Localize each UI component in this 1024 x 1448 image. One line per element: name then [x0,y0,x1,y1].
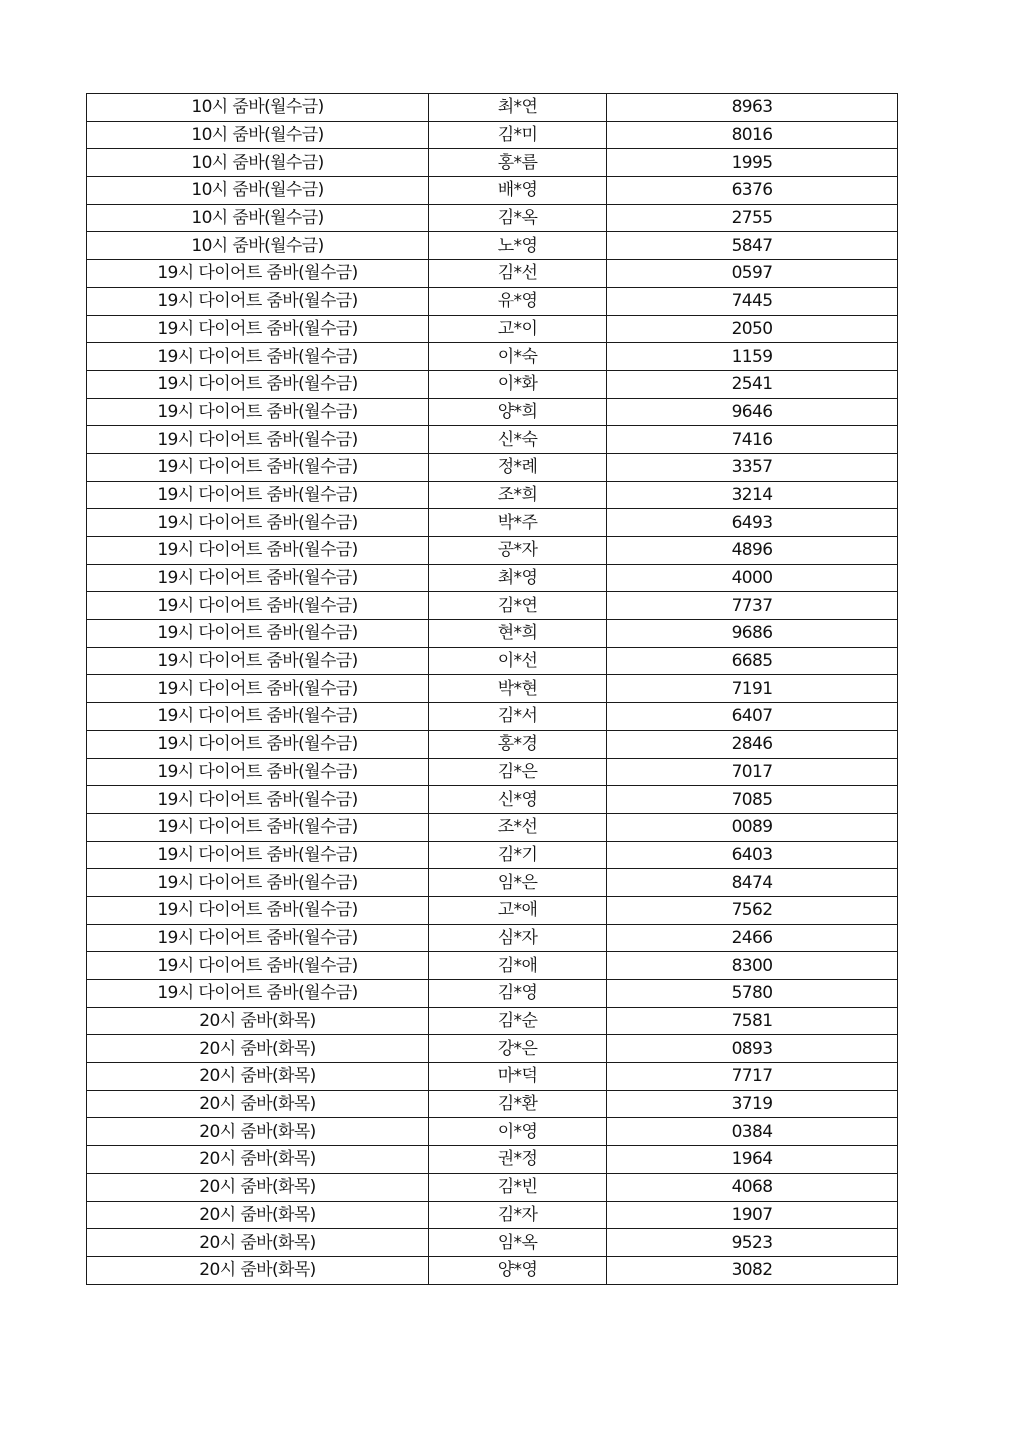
member-code-cell: 7416 [607,426,898,454]
member-name-cell: 임*은 [429,869,607,897]
table-row [87,952,898,980]
member-name-cell: 김*자 [429,1201,607,1229]
table-row [87,94,898,122]
table-row [87,1090,898,1118]
class-name-cell: 19시 다이어트 줌바(월수금) [87,537,429,565]
table-row [87,370,898,398]
member-name-cell: 김*서 [429,703,607,731]
member-code-cell: 7017 [607,758,898,786]
table-row [87,537,898,565]
member-code-cell: 2466 [607,924,898,952]
member-code-cell: 7085 [607,786,898,814]
member-code-cell: 8963 [607,94,898,122]
table-row [87,813,898,841]
member-code-cell: 7562 [607,896,898,924]
class-name-cell: 20시 줌바(화목) [87,1201,429,1229]
table-row [87,1146,898,1174]
table-row [87,343,898,371]
class-name-cell: 20시 줌바(화목) [87,1063,429,1091]
member-code-cell: 7581 [607,1007,898,1035]
member-code-cell: 3214 [607,481,898,509]
member-name-cell: 이*영 [429,1118,607,1146]
member-code-cell: 7717 [607,1063,898,1091]
class-name-cell: 19시 다이어트 줌바(월수금) [87,758,429,786]
member-code-cell: 8474 [607,869,898,897]
table-row [87,703,898,731]
member-name-cell: 임*옥 [429,1229,607,1257]
member-name-cell: 김*환 [429,1090,607,1118]
table-row [87,592,898,620]
class-name-cell: 19시 다이어트 줌바(월수금) [87,896,429,924]
member-code-cell: 9646 [607,398,898,426]
class-name-cell: 19시 다이어트 줌바(월수금) [87,675,429,703]
member-name-cell: 최*영 [429,564,607,592]
table-row [87,1229,898,1257]
member-code-cell: 0893 [607,1035,898,1063]
member-name-cell: 김*순 [429,1007,607,1035]
table-row [87,1035,898,1063]
table-row [87,647,898,675]
class-name-cell: 19시 다이어트 줌바(월수금) [87,647,429,675]
member-name-cell: 홍*름 [429,149,607,177]
class-name-cell: 19시 다이어트 줌바(월수금) [87,786,429,814]
member-name-cell: 심*자 [429,924,607,952]
class-name-cell: 19시 다이어트 줌바(월수금) [87,481,429,509]
member-name-cell: 김*영 [429,980,607,1008]
member-name-cell: 최*연 [429,94,607,122]
class-name-cell: 19시 다이어트 줌바(월수금) [87,260,429,288]
member-name-cell: 조*선 [429,813,607,841]
member-code-cell: 7191 [607,675,898,703]
class-name-cell: 20시 줌바(화목) [87,1118,429,1146]
member-code-cell: 1995 [607,149,898,177]
member-name-cell: 김*애 [429,952,607,980]
table-row [87,869,898,897]
table-row [87,315,898,343]
member-code-cell: 3357 [607,453,898,481]
class-name-cell: 19시 다이어트 줌바(월수금) [87,813,429,841]
member-code-cell: 2050 [607,315,898,343]
class-name-cell: 19시 다이어트 줌바(월수금) [87,287,429,315]
member-name-cell: 마*덕 [429,1063,607,1091]
member-code-cell: 6685 [607,647,898,675]
class-name-cell: 10시 줌바(월수금) [87,177,429,205]
member-name-cell: 양*영 [429,1256,607,1284]
table-row [87,177,898,205]
class-name-cell: 19시 다이어트 줌바(월수금) [87,924,429,952]
table-row [87,1256,898,1284]
member-name-cell: 김*은 [429,758,607,786]
member-name-cell: 권*정 [429,1146,607,1174]
member-name-cell: 고*애 [429,896,607,924]
class-name-cell: 19시 다이어트 줌바(월수금) [87,398,429,426]
member-name-cell: 이*선 [429,647,607,675]
member-code-cell: 0384 [607,1118,898,1146]
table-row [87,260,898,288]
class-roster-table [86,93,898,1285]
member-name-cell: 이*숙 [429,343,607,371]
class-name-cell: 19시 다이어트 줌바(월수금) [87,370,429,398]
class-name-cell: 10시 줌바(월수금) [87,232,429,260]
class-name-cell: 19시 다이어트 줌바(월수금) [87,730,429,758]
class-name-cell: 19시 다이어트 줌바(월수금) [87,869,429,897]
table-row [87,1201,898,1229]
table-row [87,453,898,481]
member-code-cell: 7445 [607,287,898,315]
member-name-cell: 박*현 [429,675,607,703]
member-name-cell: 유*영 [429,287,607,315]
member-name-cell: 배*영 [429,177,607,205]
table-row [87,398,898,426]
member-code-cell: 3082 [607,1256,898,1284]
table-row [87,564,898,592]
table-row [87,426,898,454]
class-name-cell: 20시 줌바(화목) [87,1256,429,1284]
member-code-cell: 6493 [607,509,898,537]
member-code-cell: 0597 [607,260,898,288]
table-row [87,758,898,786]
class-name-cell: 20시 줌바(화목) [87,1090,429,1118]
member-name-cell: 현*희 [429,620,607,648]
table-row [87,232,898,260]
table-row [87,620,898,648]
member-name-cell: 김*빈 [429,1173,607,1201]
table-row [87,509,898,537]
class-name-cell: 19시 다이어트 줌바(월수금) [87,703,429,731]
class-name-cell: 10시 줌바(월수금) [87,204,429,232]
table-row [87,204,898,232]
table-row [87,675,898,703]
member-code-cell: 3719 [607,1090,898,1118]
member-code-cell: 1907 [607,1201,898,1229]
member-code-cell: 5847 [607,232,898,260]
class-name-cell: 19시 다이어트 줌바(월수금) [87,315,429,343]
member-name-cell: 김*연 [429,592,607,620]
member-code-cell: 0089 [607,813,898,841]
member-name-cell: 김*선 [429,260,607,288]
class-name-cell: 19시 다이어트 줌바(월수금) [87,620,429,648]
member-name-cell: 김*미 [429,121,607,149]
member-code-cell: 2846 [607,730,898,758]
member-name-cell: 김*기 [429,841,607,869]
member-name-cell: 정*례 [429,453,607,481]
member-code-cell: 4896 [607,537,898,565]
member-name-cell: 노*영 [429,232,607,260]
class-name-cell: 20시 줌바(화목) [87,1007,429,1035]
class-name-cell: 19시 다이어트 줌바(월수금) [87,426,429,454]
member-name-cell: 강*은 [429,1035,607,1063]
member-name-cell: 박*주 [429,509,607,537]
table-row [87,980,898,1008]
table-row [87,149,898,177]
table-row [87,121,898,149]
roster-body [87,94,898,1285]
member-name-cell: 공*자 [429,537,607,565]
class-name-cell: 20시 줌바(화목) [87,1229,429,1257]
member-code-cell: 4000 [607,564,898,592]
class-name-cell: 19시 다이어트 줌바(월수금) [87,841,429,869]
class-name-cell: 10시 줌바(월수금) [87,121,429,149]
class-name-cell: 19시 다이어트 줌바(월수금) [87,592,429,620]
class-name-cell: 10시 줌바(월수금) [87,94,429,122]
member-code-cell: 1159 [607,343,898,371]
member-name-cell: 신*숙 [429,426,607,454]
table-row [87,1173,898,1201]
member-code-cell: 9686 [607,620,898,648]
class-name-cell: 20시 줌바(화목) [87,1173,429,1201]
member-code-cell: 9523 [607,1229,898,1257]
class-name-cell: 19시 다이어트 줌바(월수금) [87,343,429,371]
member-name-cell: 고*이 [429,315,607,343]
member-name-cell: 김*옥 [429,204,607,232]
member-name-cell: 신*영 [429,786,607,814]
member-code-cell: 1964 [607,1146,898,1174]
table-row [87,1007,898,1035]
table-row [87,1063,898,1091]
member-code-cell: 2755 [607,204,898,232]
member-name-cell: 이*화 [429,370,607,398]
member-code-cell: 7737 [607,592,898,620]
table-row [87,1118,898,1146]
class-name-cell: 20시 줌바(화목) [87,1035,429,1063]
member-code-cell: 8016 [607,121,898,149]
member-name-cell: 양*희 [429,398,607,426]
table-row [87,841,898,869]
table-row [87,287,898,315]
member-name-cell: 조*희 [429,481,607,509]
member-code-cell: 4068 [607,1173,898,1201]
member-code-cell: 5780 [607,980,898,1008]
member-code-cell: 6407 [607,703,898,731]
class-name-cell: 10시 줌바(월수금) [87,149,429,177]
class-name-cell: 20시 줌바(화목) [87,1146,429,1174]
member-code-cell: 8300 [607,952,898,980]
table-row [87,786,898,814]
table-row [87,730,898,758]
member-name-cell: 홍*경 [429,730,607,758]
class-name-cell: 19시 다이어트 줌바(월수금) [87,453,429,481]
member-code-cell: 2541 [607,370,898,398]
table-row [87,924,898,952]
table-row [87,481,898,509]
member-code-cell: 6376 [607,177,898,205]
class-name-cell: 19시 다이어트 줌바(월수금) [87,980,429,1008]
class-name-cell: 19시 다이어트 줌바(월수금) [87,564,429,592]
class-name-cell: 19시 다이어트 줌바(월수금) [87,509,429,537]
table-row [87,896,898,924]
class-name-cell: 19시 다이어트 줌바(월수금) [87,952,429,980]
member-code-cell: 6403 [607,841,898,869]
